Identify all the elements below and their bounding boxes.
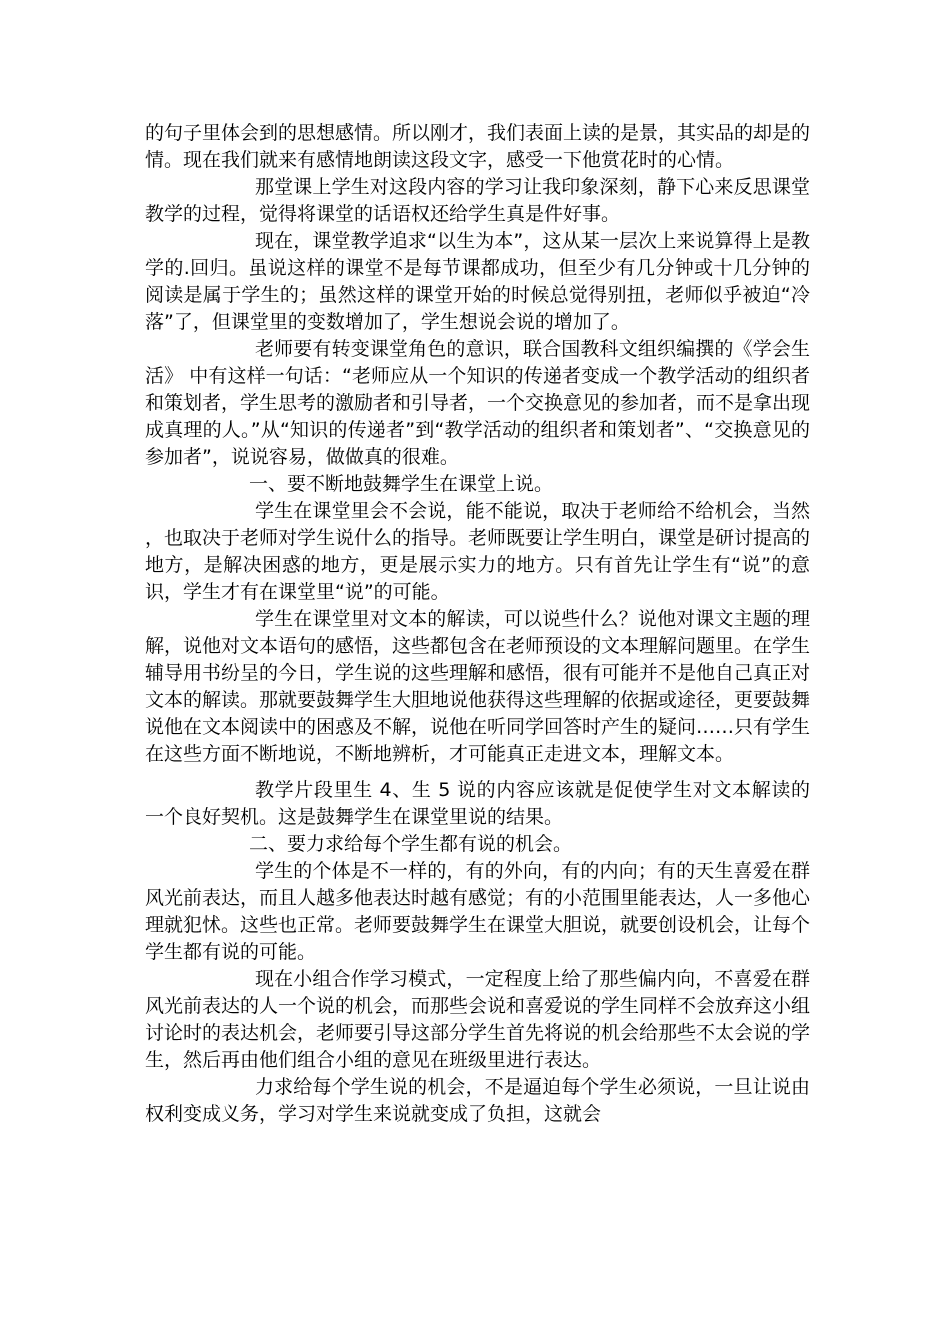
paragraph-2: 那堂课上学生对这段内容的学习让我印象深刻，静下心来反思课堂教学的过程，觉得将课堂的话语权还给学生真是件好事。 <box>145 176 810 225</box>
paragraph-9: 现在小组合作学习模式，一定程度上给了那些偏内向，不喜爱在群风光前表达的人一个说的机会，而那些会说和喜爱说的学生同样不会放弃这小组讨论时的表达机会，老师要引导这部分学生首先将说的机会给那些不太会说的学生，然后再由他们组合小组的意见在班级里进行表达。 <box>145 968 811 1071</box>
document-body <box>145 120 810 1128</box>
paragraph-3: 现在，课堂教学追求“以生为本”，这从某一层次上来说算得上是教学的.回归。虽说这样的课堂不是每节课都成功，但至少有几分钟或十几分钟的阅读是属于学生的；虽然这样的课堂开始的时候总觉得别扭，老师似乎被迫“冷落”了，但课堂里的变数增加了，学生想说会说的增加了。 <box>145 230 810 333</box>
paragraph-1: 的句子里体会到的思想感情。所以刚才，我们表面上读的是景，其实品的却是的情。现在我们就来有感情地朗读这段文字，感受一下他赏花时的心情。 <box>145 122 811 171</box>
paragraph-6: 学生在课堂里对文本的解读，可以说些什么？说他对课文主题的理解，说他对文本语句的感悟，这些都包含在老师预设的文本理解问题里。在学生辅导用书纷呈的今日，学生说的这些理解和感悟，很有可能并不是他自己真正对文本的解读。那就要鼓舞学生大胆地说他获得这些理解的依据或途径，更要鼓舞说他在文本阅读中的困惑及不解，说他在听同学回答时产生的疑问……只有学生在这些方面不断地说，不断地辨析，才可能真正走进文本，理解文本。 <box>145 608 811 765</box>
paragraph-10: 力求给每个学生说的机会，不是逼迫每个学生必须说，一旦让说由权利变成义务，学习对学生来说就变成了负担，这就会 <box>145 1076 810 1125</box>
paragraph-4: 老师要有转变课堂角色的意识，联合国教科文组织编撰的《学会生活》 中有这样一句话：“老师应从一个知识的传递者变成一个教学活动的组织者和策划者，学生思考的激励者和引导者，一个交换意见的参加者，而不是拿出现成真理的人。”从“知识的传递者”到“教学活动的组织者和策划者”、“交换意见的参加者”，说说容易，做做真的很难。 <box>145 338 811 468</box>
paragraph-8: 学生的个体是不一样的，有的外向，有的内向；有的天生喜爱在群风光前表达，而且人越多他表达时越有感觉；有的小范围里能表达，人一多他心理就犯怵。这些也正常。老师要鼓舞学生在课堂大胆说，就要创设机会，让每个学生都有说的可能。 <box>145 860 811 963</box>
section-heading-1: 一、要不断地鼓舞学生在课堂上说。 <box>249 473 554 495</box>
section-heading-2: 二、要力求给每个学生都有说的机会。 <box>249 833 573 855</box>
paragraph-5: 学生在课堂里会不会说，能不能说，取决于老师给不给机会，当然，也取决于老师对学生说什么的指导。老师既要让学生明白，课堂是研讨提高的地方，是解决困惑的地方，更是展示实力的地方。只有首先让学生有“说”的意识，学生才有在课堂里“说”的可能。 <box>145 500 811 603</box>
paragraph-7: 教学片段里生 4、生 5 说的内容应该就是促使学生对文本解读的一个良好契机。这是鼓舞学生在课堂里说的结果。 <box>145 779 810 828</box>
